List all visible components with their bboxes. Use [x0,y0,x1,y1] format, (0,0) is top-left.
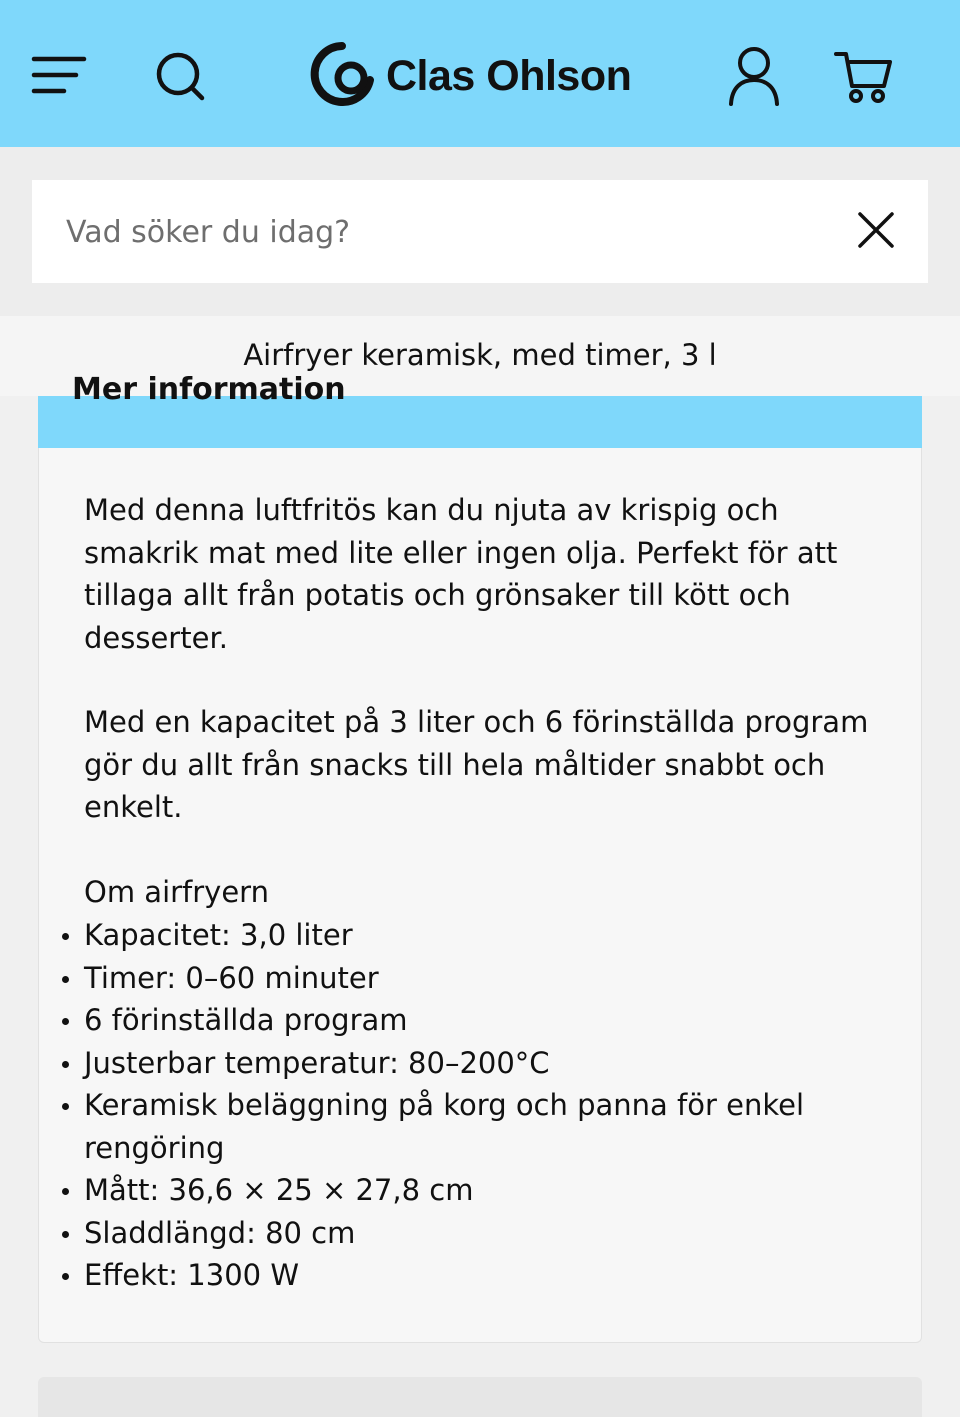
description-paragraph-2: Med en kapacitet på 3 liter och 6 förinställda program gör du allt från snacks till hela måltider snabbt och enkelt. [84,705,869,824]
product-description-panel [38,448,922,1343]
clas-ohlson-logo-icon [318,38,374,110]
features-list [84,914,874,1297]
accordion-label: Mer information [72,372,346,407]
next-accordion-card[interactable] [38,1377,922,1417]
brand-name: Clas Ohlson [386,52,632,100]
list-item: Kapacitet: 3,0 liter [84,914,874,957]
list-item: Sladdlängd: 80 cm [84,1212,874,1255]
clear-search-button[interactable] [854,208,898,252]
list-item: 6 förinställda program [84,999,874,1042]
cart-icon [832,44,896,108]
list-item: Mått: 36,6 × 25 × 27,8 cm [84,1169,874,1212]
account-button[interactable] [722,44,786,108]
features-title: Om airfryern [84,875,269,909]
account-icon [722,44,786,108]
search-area [0,147,960,316]
list-item: Timer: 0–60 minuter [84,957,874,1000]
cart-button[interactable] [832,44,896,108]
search-button[interactable] [150,48,210,104]
search-input[interactable] [66,204,846,260]
product-title: Airfryer keramisk, med timer, 3 l [243,338,717,372]
site-header [0,0,960,147]
search-icon [150,48,210,104]
list-item: Justerbar temperatur: 80–200°C [84,1042,874,1085]
list-item: Effekt: 1300 W [84,1254,874,1297]
list-item: Keramisk beläggning på korg och panna för enkel rengöring [84,1084,874,1169]
accordion-header-more-info[interactable] [38,372,922,448]
menu-button[interactable] [30,50,90,100]
search-box [32,180,928,283]
menu-icon [30,50,90,100]
close-icon [854,208,898,252]
description-paragraph-1: Med denna luftfritös kan du njuta av krispig och smakrik mat med lite eller ingen olja. Perfekt för att tillaga allt från potatis och grönsaker till kött och desserter. [84,493,838,655]
